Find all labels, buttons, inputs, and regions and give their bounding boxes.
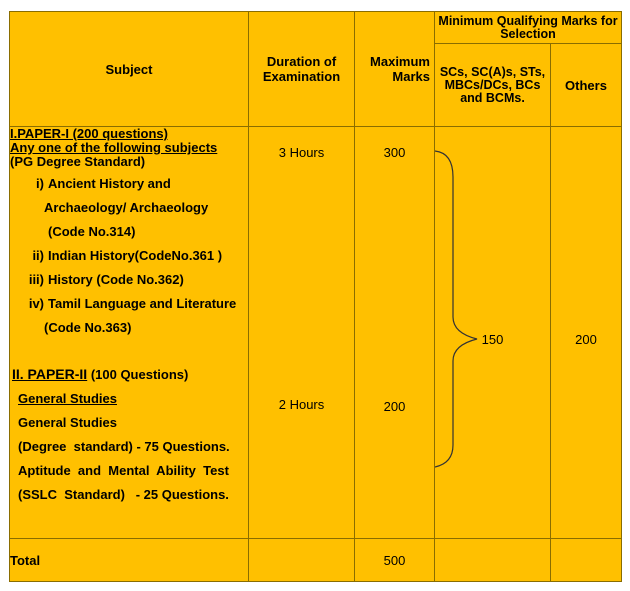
subject-item-indian-history: ii) Indian History(CodeNo.361 )	[32, 248, 223, 263]
sslc-standard-questions: (SSLC Standard) - 25 Questions.	[18, 487, 229, 502]
subject-item-ancient-history: i) Ancient History and	[36, 176, 171, 191]
subject-item-tamil-code: (Code No.363)	[44, 320, 132, 335]
total-others-empty	[551, 539, 622, 582]
paper2-max-marks: 200	[383, 399, 406, 414]
subject-header: Subject	[10, 12, 249, 127]
paper1-duration: 3 Hours	[278, 145, 325, 160]
subject-item-ancient-history-line2: Archaeology/ Archaeology	[44, 200, 209, 215]
exam-scheme-table	[9, 11, 622, 582]
others-header: Others	[551, 44, 622, 127]
subject-item-tamil: iv) Tamil Language and Literature	[28, 296, 237, 311]
subject-item-history: iii) History (Code No.362)	[28, 272, 184, 287]
others-qualifying-marks: 200	[575, 332, 597, 347]
exam-scheme-page	[9, 11, 621, 581]
papers-row	[10, 127, 622, 539]
total-label: Total	[10, 539, 249, 582]
paper1-standard: (PG Degree Standard)	[10, 154, 146, 169]
paper1-title: I.PAPER-I (200 questions)	[10, 126, 168, 141]
community-header: SCs, SC(A)s, STs, MBCs/DCs, BCs and BCMs.	[435, 44, 551, 127]
total-duration-empty	[249, 539, 355, 582]
community-qualifying-marks: 150	[481, 332, 504, 347]
header-row-top	[10, 12, 622, 44]
paper1-max-marks: 300	[383, 145, 406, 160]
max-marks-cell	[355, 127, 435, 539]
total-max-marks: 500	[355, 539, 435, 582]
subject-item-ancient-history-code: (Code No.314)	[48, 224, 136, 239]
paper1-any-one: Any one of the following subjects	[10, 140, 218, 155]
total-row	[10, 539, 622, 582]
paper2-duration: 2 Hours	[278, 397, 325, 412]
duration-header: Duration of Examination	[249, 12, 355, 127]
aptitude-test: Aptitude and Mental Ability Test	[18, 463, 229, 478]
min-marks-header: Minimum Qualifying Marks for Selection	[435, 12, 622, 44]
duration-cell	[249, 127, 355, 539]
community-marks-cell	[435, 127, 551, 539]
subjects-cell	[10, 127, 249, 539]
others-marks-cell	[551, 127, 622, 539]
general-studies: General Studies	[18, 415, 117, 430]
paper2-title: II. PAPER-II (100 Questions)	[12, 366, 189, 382]
total-community-empty	[435, 539, 551, 582]
general-studies-heading: General Studies	[18, 391, 117, 406]
degree-standard-questions: (Degree standard) - 75 Questions.	[18, 439, 230, 454]
maximum-marks-header: Maximum Marks	[355, 12, 435, 127]
